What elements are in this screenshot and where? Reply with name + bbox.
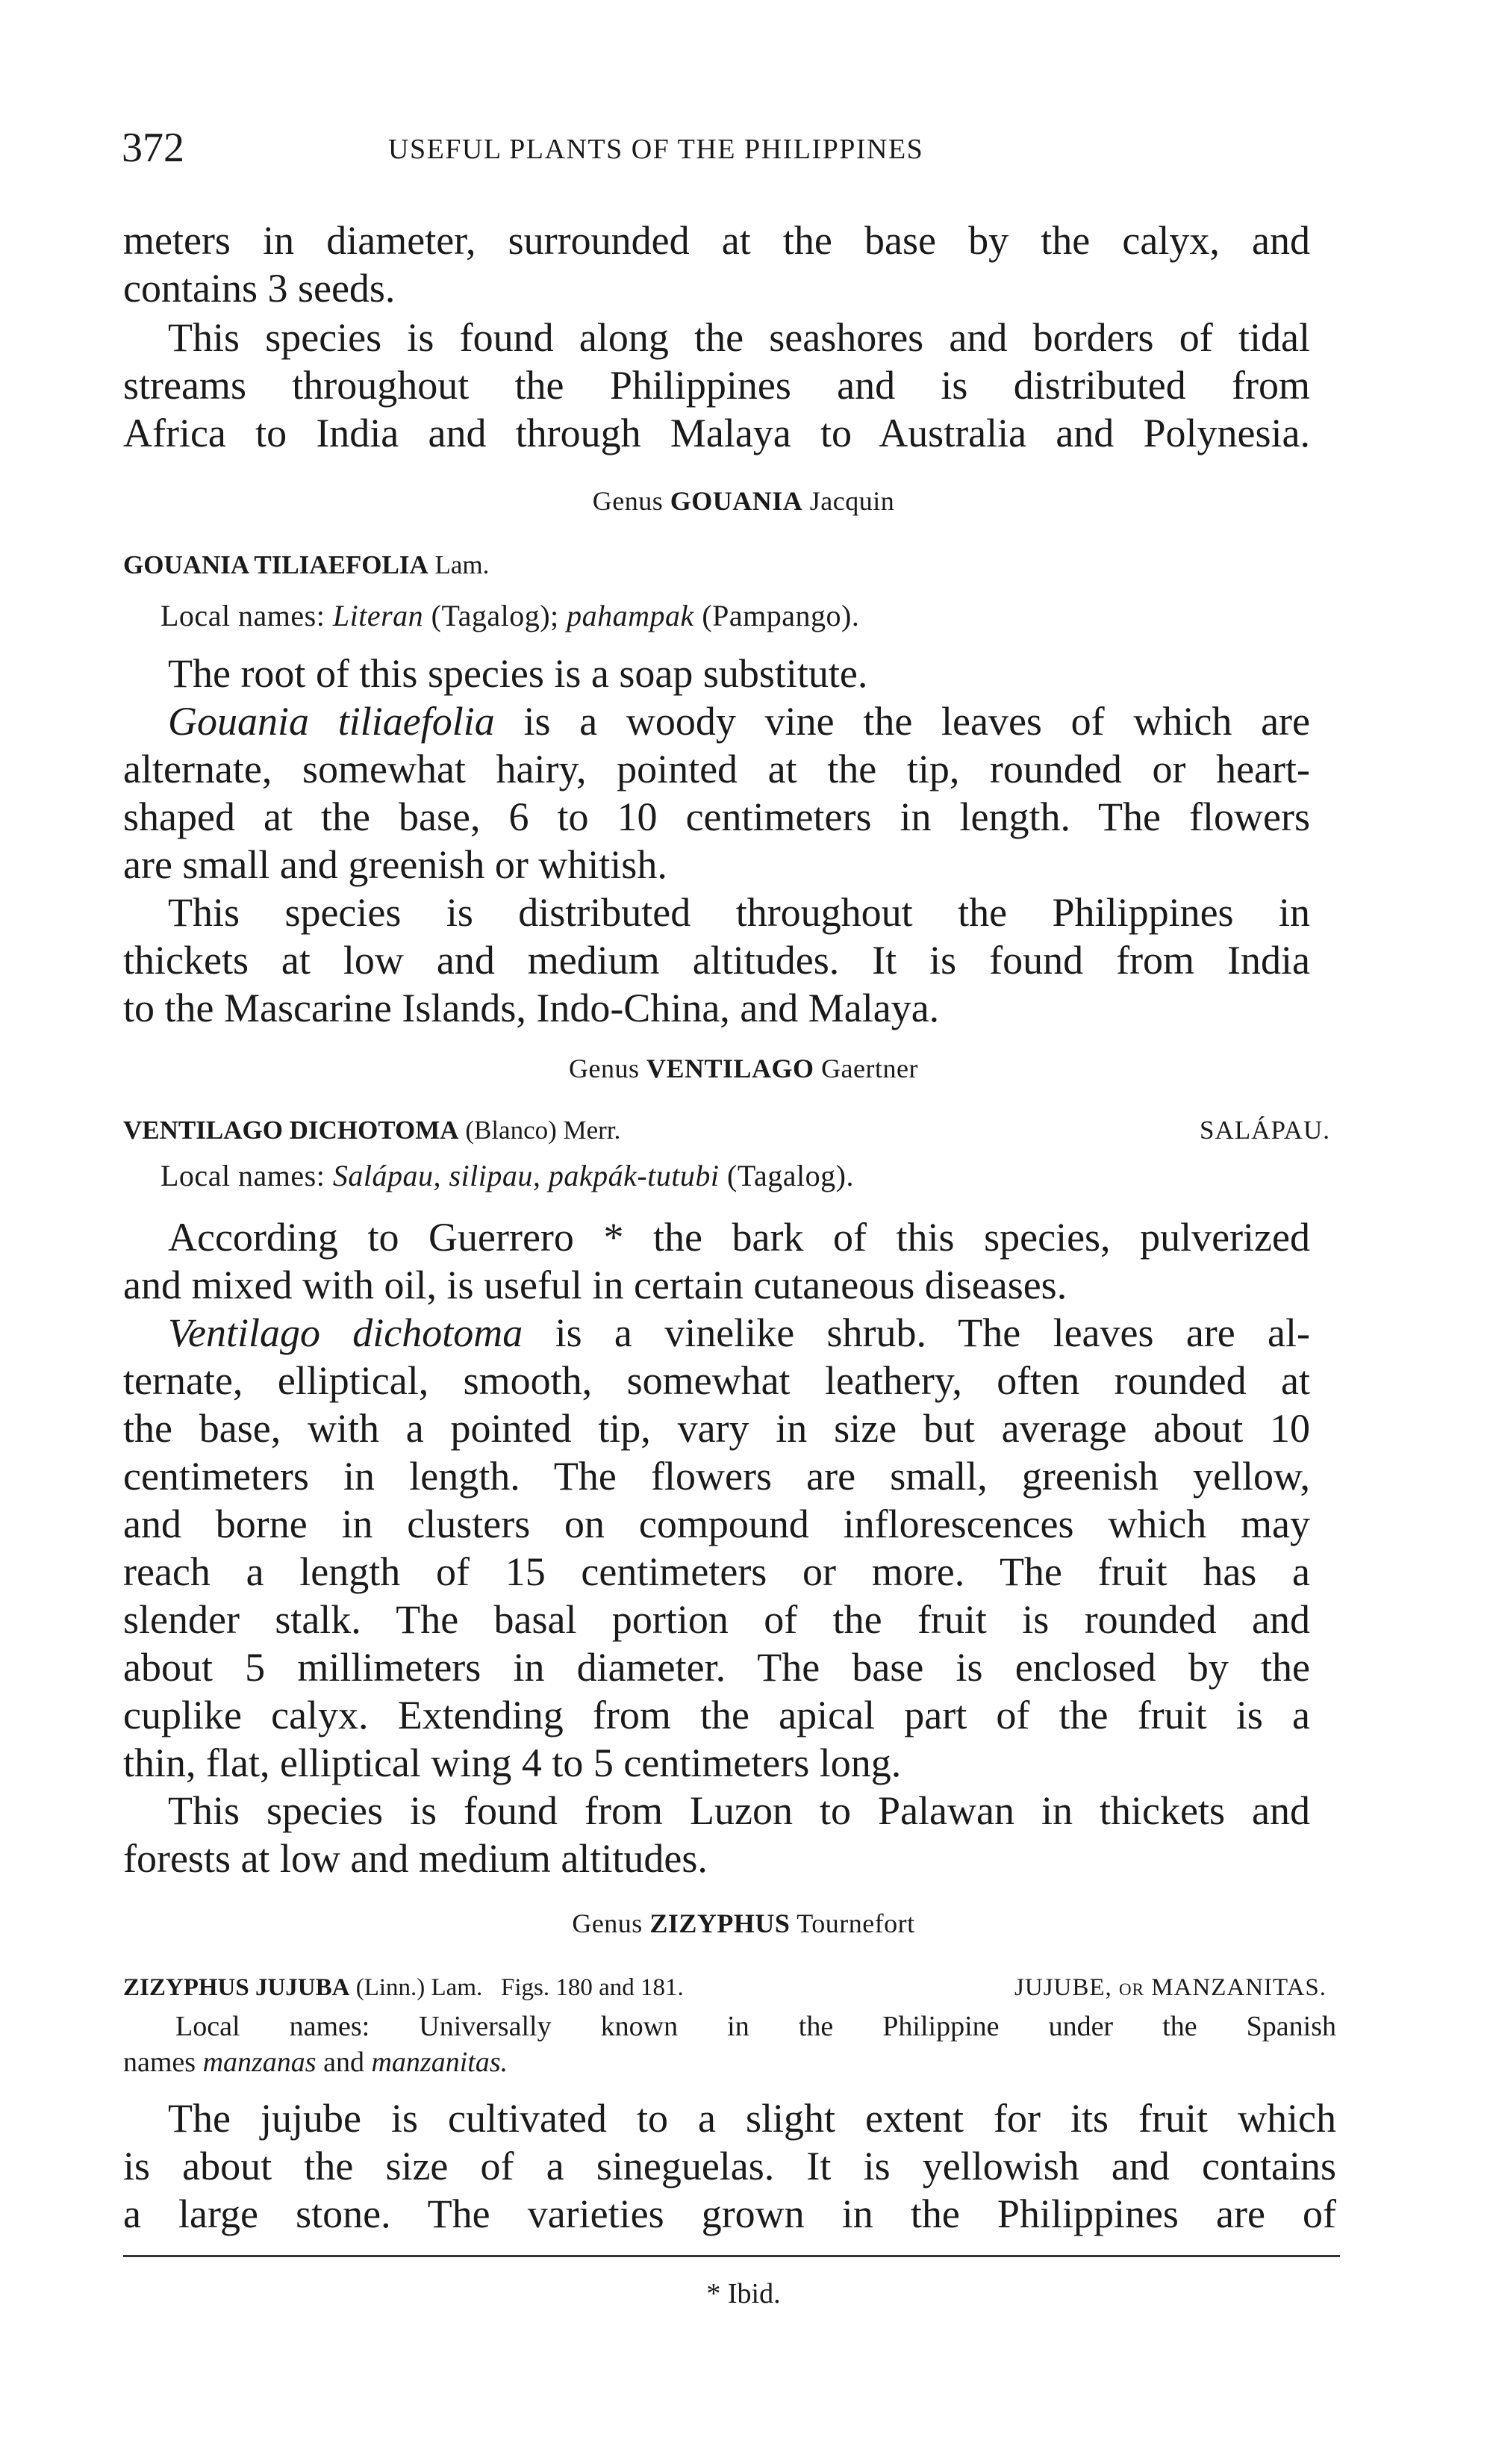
species-name: GOUANIA TILIAEFOLIA xyxy=(123,550,428,579)
text-line: Gouania tiliaefolia is a woody vine the leaves of which are xyxy=(168,699,1310,744)
local-name: Literan xyxy=(332,599,424,632)
genus-author: Gaertner xyxy=(821,1054,918,1083)
genus-label: Genus xyxy=(572,1908,643,1938)
text-line: a large stone. The varieties grown in the Philippines are of xyxy=(123,2191,1336,2236)
footnote-rule xyxy=(123,2255,1340,2257)
text-line: forests at low and medium altitudes. xyxy=(123,1836,708,1881)
text-line: names manzanas and manzanitas. xyxy=(123,2047,508,2078)
genus-label: Genus xyxy=(592,486,664,516)
species-italic: Gouania tiliaefolia xyxy=(168,699,495,744)
text-line: This species is distributed throughout the Philippines in xyxy=(168,890,1310,935)
intro-paragraph xyxy=(123,217,1310,312)
local-name: Salápau, silipau, pakpák-tutubi xyxy=(332,1159,720,1192)
common-name-ventilago: SALÁPAU. xyxy=(1200,1116,1330,1145)
text-line: and borne in clusters on compound inflorescences which may xyxy=(123,1502,1310,1546)
ventilago-text xyxy=(123,1213,1310,1882)
genus-author: Tournefort xyxy=(797,1908,915,1938)
species-author: (Linn.) Lam. xyxy=(355,1974,483,2001)
text-line: slender stalk. The basal portion of the fruit is rounded and xyxy=(123,1597,1310,1642)
text-line: contains 3 seeds. xyxy=(123,266,396,311)
text-line: ternate, elliptical, smooth, somewhat leathery, often rounded at xyxy=(123,1358,1310,1403)
figure-reference: Figs. 180 and 181. xyxy=(501,1974,684,2001)
genus-label: Genus xyxy=(569,1054,640,1083)
species-author: Lam. xyxy=(434,550,490,579)
local-names-label: Local names: xyxy=(160,1159,325,1192)
text-line: thickets at low and medium altitudes. It is found from India xyxy=(123,938,1310,983)
text-line: The root of this species is a soap substitute. xyxy=(168,651,868,696)
species-name: VENTILAGO DICHOTOMA xyxy=(123,1116,459,1145)
genus-name: GOUANIA xyxy=(670,486,803,516)
running-title: USEFUL PLANTS OF THE PHILIPPINES xyxy=(388,134,924,165)
text-line: are small and greenish or whitish. xyxy=(123,842,667,887)
text-line: cuplike calyx. Extending from the apical part of the fruit is a xyxy=(123,1693,1310,1737)
text-line: and mixed with oil, is useful in certain cutaneous diseases. xyxy=(123,1263,1067,1307)
text-line: centimeters in length. The flowers are small, greenish yellow, xyxy=(123,1454,1310,1499)
text-line: This species is found along the seashores and borders of tidal xyxy=(168,315,1310,360)
genus-heading-gouania xyxy=(0,485,1487,517)
species-author: (Blanco) Merr. xyxy=(465,1116,621,1145)
distribution-paragraph xyxy=(123,314,1310,457)
text-line: Africa to India and through Malaya to Australia and Polynesia. xyxy=(123,411,1310,455)
text-line: This species is found from Luzon to Palawan in thickets and xyxy=(168,1788,1310,1833)
gouania-text xyxy=(123,650,1310,1032)
text-line: meters in diameter, surrounded at the base by the calyx, and xyxy=(123,218,1310,263)
text-line: alternate, somewhat hairy, pointed at the tip, rounded or heart- xyxy=(123,747,1310,791)
text-line: shaped at the base, 6 to 10 centimeters in length. The flowers xyxy=(123,794,1310,839)
text-line: to the Mascarine Islands, Indo-China, and Malaya. xyxy=(123,986,940,1030)
text-line: The jujube is cultivated to a slight extent for its fruit which xyxy=(168,2096,1336,2141)
text-line: about 5 millimeters in diameter. The base is enclosed by the xyxy=(123,1645,1310,1690)
text-line: thin, flat, elliptical wing 4 to 5 centimeters long. xyxy=(123,1740,902,1785)
local-name: manzanas xyxy=(202,2047,317,2078)
genus-heading-ventilago xyxy=(0,1053,1487,1084)
species-name: ZIZYPHUS JUJUBA xyxy=(123,1974,350,2001)
species-heading-gouania xyxy=(123,549,489,582)
genus-author: Jacquin xyxy=(809,486,895,516)
common-name-zizyphus: JUJUBE, or MANZANITAS. xyxy=(1014,1974,1327,2001)
local-names-ventilago xyxy=(160,1157,854,1195)
local-names-zizyphus xyxy=(123,2009,1336,2080)
text-line: the base, with a pointed tip, vary in size but average about 10 xyxy=(123,1406,1310,1451)
text-line: Local names: Universally known in the Philippine under the Spanish xyxy=(175,2011,1336,2042)
species-italic: Ventilago dichotoma xyxy=(168,1310,523,1355)
local-name: pahampak xyxy=(567,599,694,632)
species-heading-zizyphus xyxy=(123,1971,684,2004)
text-line: reach a length of 15 centimeters or more. The fruit has a xyxy=(123,1549,1310,1594)
genus-name: VENTILAGO xyxy=(646,1054,814,1083)
footnote: * Ibid. xyxy=(706,2278,781,2309)
local-names-label: Local names: xyxy=(160,599,325,632)
page-number: 372 xyxy=(122,125,184,171)
text-line: According to Guerrero * the bark of this species, pulverized xyxy=(168,1215,1310,1260)
text-line: Ventilago dichotoma is a vinelike shrub. The leaves are al- xyxy=(168,1310,1311,1355)
genus-heading-zizyphus xyxy=(0,1908,1487,1939)
text-line: is about the size of a sineguelas. It is yellowish and contains xyxy=(123,2144,1336,2188)
language: (Tagalog); xyxy=(431,599,559,632)
language: (Pampango). xyxy=(702,599,860,632)
text-line: streams throughout the Philippines and is distributed from xyxy=(123,363,1310,408)
local-names-gouania xyxy=(160,597,859,635)
language: (Tagalog). xyxy=(727,1159,854,1192)
species-heading-ventilago xyxy=(123,1114,620,1147)
zizyphus-text xyxy=(123,2094,1336,2238)
local-name: manzanitas. xyxy=(371,2047,508,2078)
genus-name: ZIZYPHUS xyxy=(649,1908,791,1938)
